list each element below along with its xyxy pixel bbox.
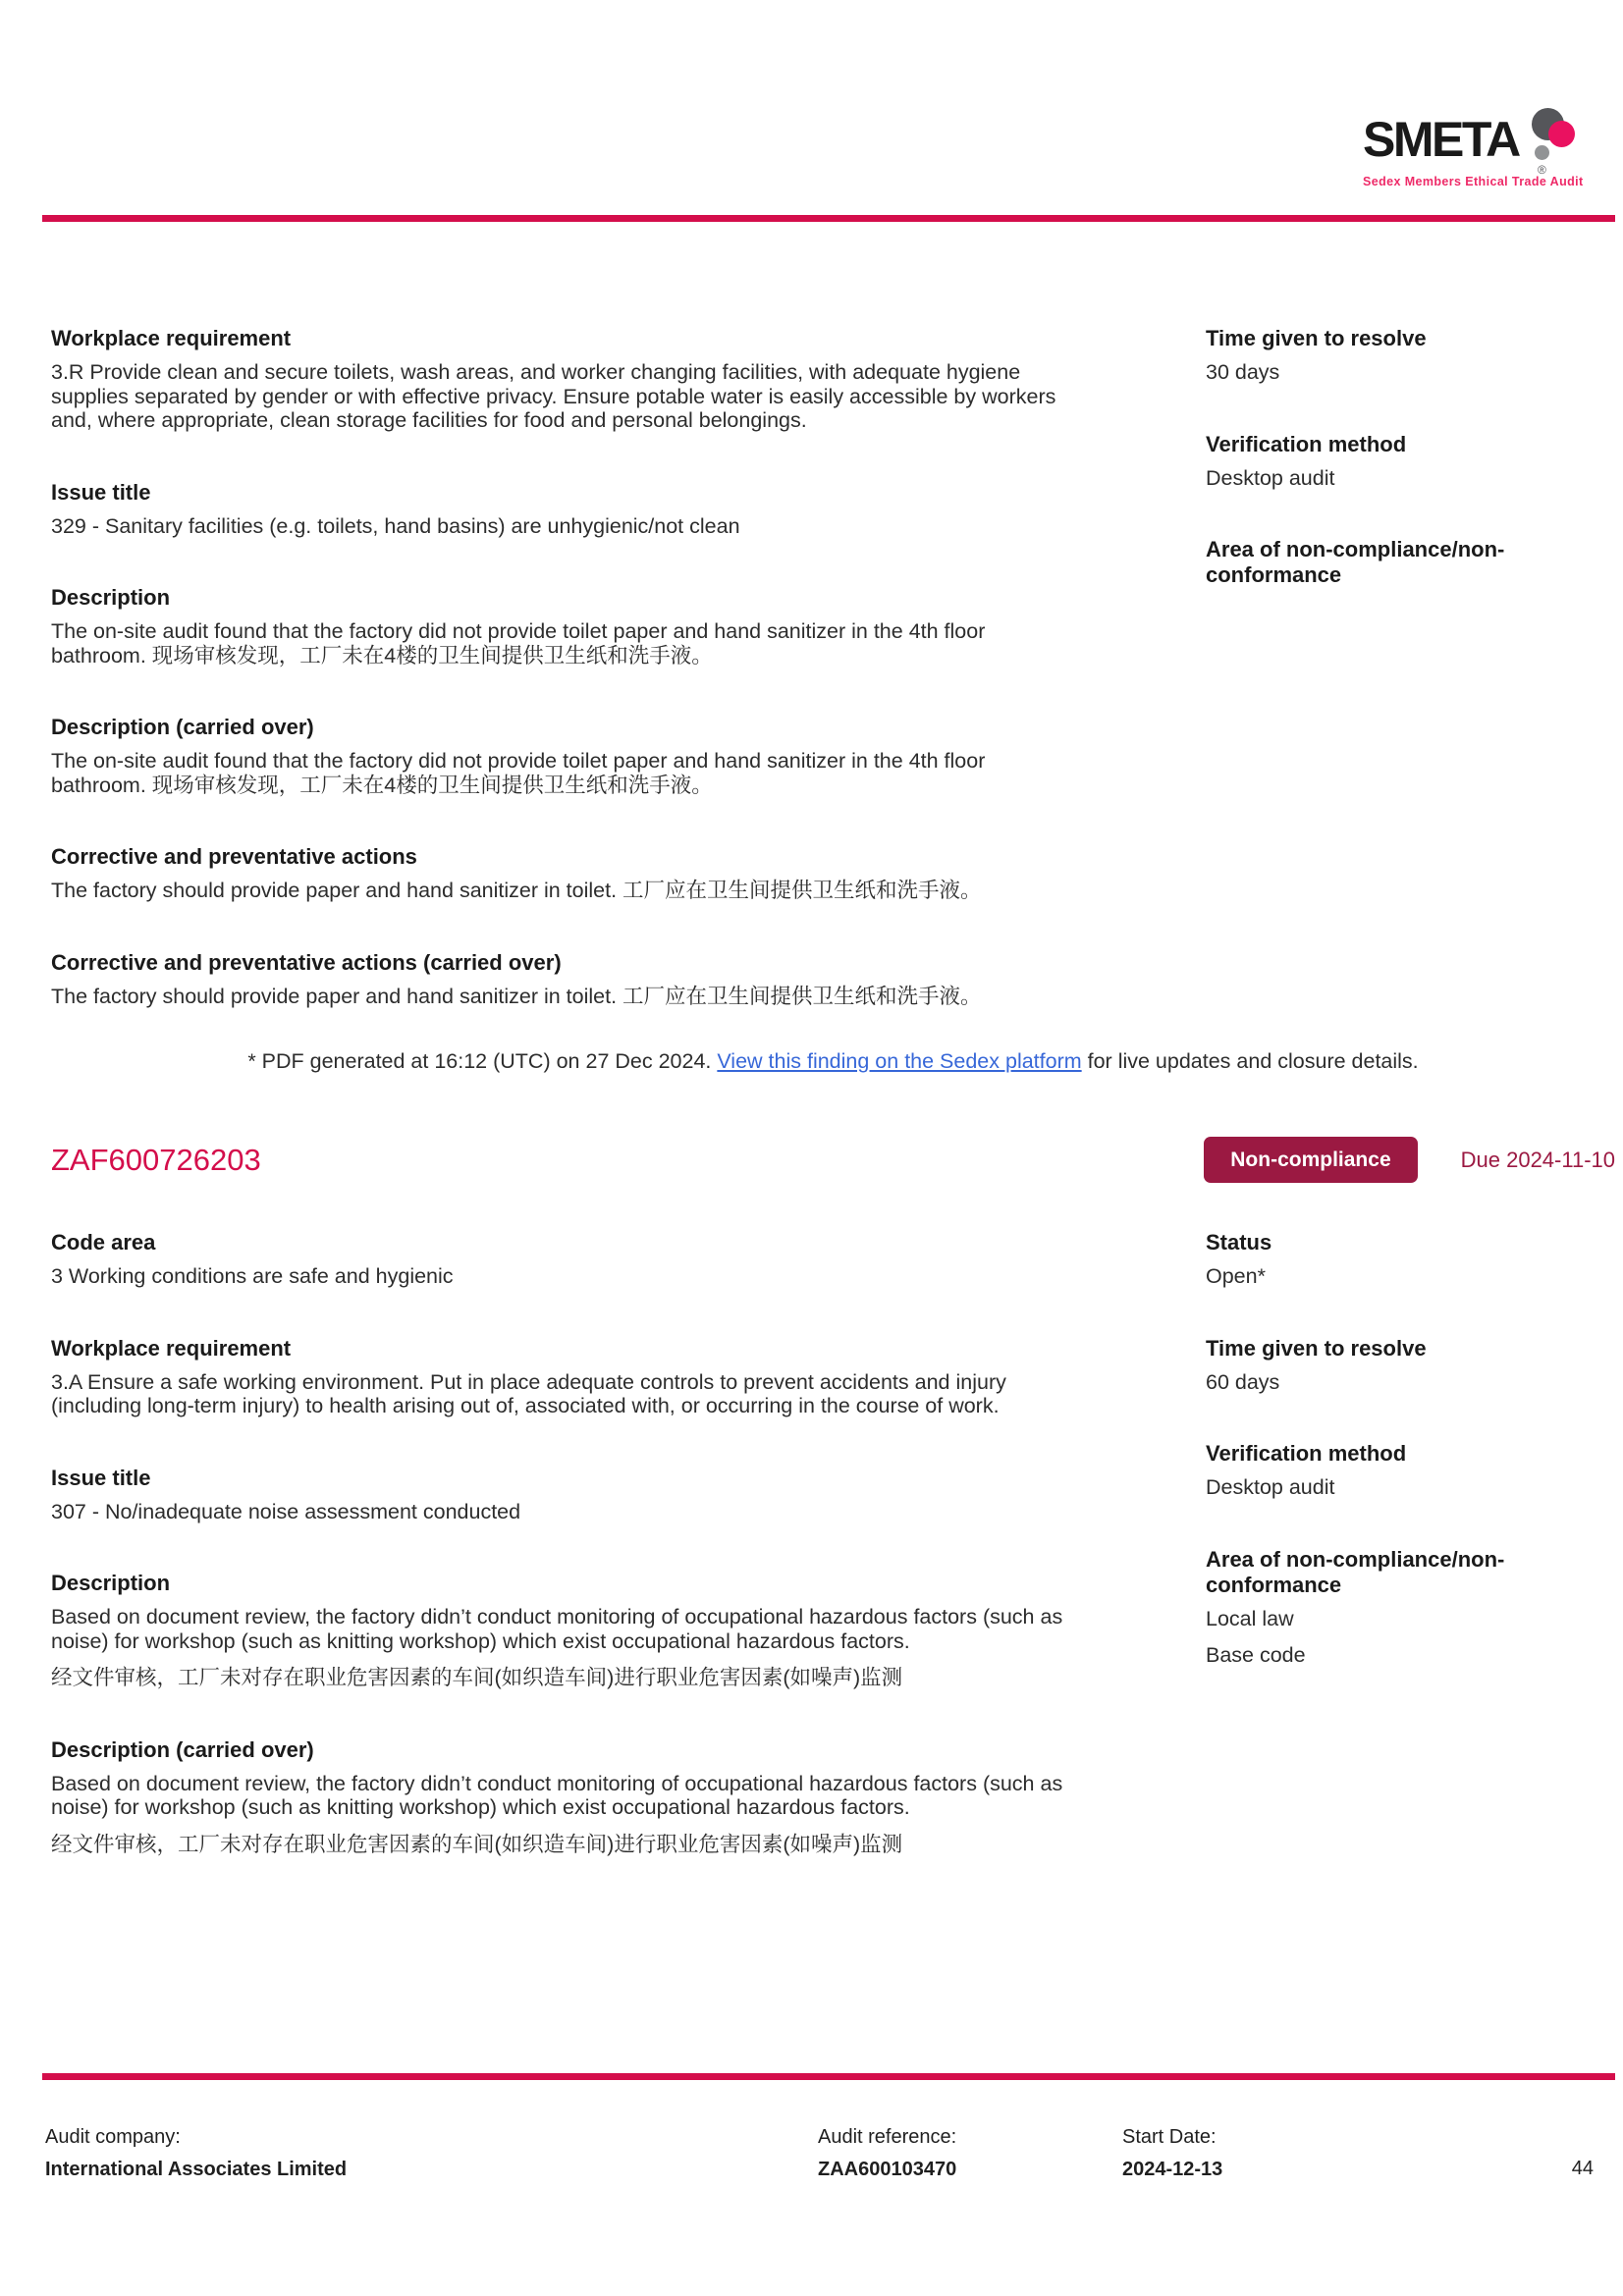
- field-value: 60 days: [1206, 1369, 1280, 1394]
- field-value: 3.R Provide clean and secure toilets, wash areas, and worker changing facilities, with adequate hygiene supplies separated by gender or with effective privacy. Ensure potable water is easily accessible by workers and, where appropriate, clean storage facilities for food and personal belongings.: [51, 360, 1056, 432]
- field-value: Open*: [1206, 1264, 1266, 1288]
- field-corrective-and-preventative-actions-carried-over: [51, 950, 1077, 1009]
- page-number: 44: [1571, 2158, 1594, 2179]
- smeta-logo: [1363, 110, 1591, 188]
- due-date-text: Due 2024-11-10: [1460, 1147, 1615, 1172]
- footer-start-date: [1122, 2125, 1222, 2181]
- field-status: [1206, 1230, 1615, 1289]
- field-value: The factory should provide paper and hand sanitizer in toilet. 工厂应在卫生间提供卫生纸和洗手液。: [51, 879, 982, 902]
- field-label: Corrective and preventative actions (carried over): [51, 949, 562, 975]
- footer-label: Audit reference:: [818, 2126, 957, 2148]
- field-value: 3.A Ensure a safe working environment. Put in place adequate controls to prevent accidents and injury (including long-term injury) to health arising out of, associated with, or occurring in the course of work.: [51, 1369, 1006, 1417]
- field-value: The on-site audit found that the factory did not provide toilet paper and hand sanitizer in the 4th floor bathroom. 现场审核发现，工厂未在4楼的卫生间提供卫生纸和洗手液。: [51, 749, 986, 797]
- field-issue-title: [51, 480, 1077, 539]
- footer-audit-company: [45, 2125, 347, 2181]
- footer-value: International Associates Limited: [45, 2159, 348, 2180]
- smeta-logo-dots: [1532, 106, 1589, 183]
- field-description: [51, 585, 1077, 667]
- field-value: 30 days: [1206, 360, 1280, 384]
- smeta-logo-wordmark: SMETA: [1363, 112, 1519, 167]
- footer-value: ZAA600103470: [818, 2159, 957, 2180]
- finding-details-left-column: [51, 326, 1077, 1008]
- field-label: Workplace requirement: [51, 1335, 292, 1361]
- page-content: [51, 326, 1615, 1856]
- finding-header-row: [51, 1137, 1615, 1183]
- finding-continuation-section: [51, 326, 1615, 1008]
- field-verification-method: [1206, 432, 1615, 491]
- footer-value: 2024-12-13: [1122, 2159, 1223, 2180]
- field-description-carried-over: [51, 1737, 1077, 1857]
- pdf-generated-footnote: [51, 1049, 1615, 1074]
- non-compliance-badge: Non-compliance: [1204, 1137, 1417, 1183]
- field-label: Description: [51, 1571, 171, 1595]
- field-value: Base code: [1206, 1643, 1306, 1667]
- field-value: The factory should provide paper and hand sanitizer in toilet. 工厂应在卫生间提供卫生纸和洗手液。: [51, 984, 982, 1008]
- sedex-platform-link[interactable]: View this finding on the Sedex platform: [717, 1049, 1082, 1073]
- registered-trademark-icon: ®: [1538, 163, 1546, 177]
- field-value: Desktop audit: [1206, 1475, 1335, 1499]
- field-label: Verification method: [1206, 1441, 1407, 1466]
- finding-detail-section: [51, 1230, 1615, 1856]
- header-divider-rule: [42, 215, 1615, 222]
- logo-dot-pink-icon: [1548, 121, 1575, 147]
- field-time-given-to-resolve: [1206, 1336, 1615, 1395]
- field-label: Issue title: [51, 479, 151, 505]
- footnote-prefix: * PDF generated at 16:12 (UTC) on 27 Dec 2024.: [247, 1049, 718, 1073]
- finding-id: ZAF600726203: [51, 1142, 261, 1177]
- field-area-of-non-compliance-non-conformance: [1206, 537, 1615, 588]
- field-description: [51, 1571, 1077, 1690]
- field-label: Area of non-compliance/non-conformance: [1206, 537, 1505, 587]
- finding-details-left-column: [51, 1230, 1077, 1856]
- smeta-logo-row: [1363, 110, 1591, 177]
- finding-details-right-column: [1206, 1230, 1615, 1856]
- field-value: 3 Working conditions are safe and hygienic: [51, 1264, 454, 1288]
- field-time-given-to-resolve: [1206, 326, 1615, 385]
- field-issue-title: [51, 1466, 1077, 1524]
- field-value: Based on document review, the factory didn’t conduct monitoring of occupational hazardous factors (such as noise) for workshop (such as knitting workshop) which exist occupational hazardous factors.: [51, 1771, 1063, 1819]
- logo-dot-gray-small-icon: [1535, 145, 1549, 160]
- field-label: Description (carried over): [51, 715, 314, 739]
- field-verification-method: [1206, 1441, 1615, 1500]
- field-value: Local law: [1206, 1606, 1294, 1630]
- field-value: Desktop audit: [1206, 465, 1335, 490]
- field-area-of-non-compliance-non-conformance: [1206, 1547, 1615, 1668]
- field-label: Area of non-compliance/non-conformance: [1206, 1546, 1505, 1597]
- field-value: 307 - No/inadequate noise assessment conducted: [51, 1499, 521, 1523]
- field-label: Time given to resolve: [1206, 1335, 1427, 1361]
- field-value: 经文件审核，工厂未对存在职业危害因素的车间(如织造车间)进行职业危害因素(如噪声)监测: [51, 1666, 903, 1689]
- field-label: Verification method: [1206, 431, 1407, 456]
- field-workplace-requirement: [51, 326, 1077, 433]
- field-value: The on-site audit found that the factory did not provide toilet paper and hand sanitizer in the 4th floor bathroom. 现场审核发现，工厂未在4楼的卫生间提供卫生纸和洗手液。: [51, 619, 986, 667]
- field-label: Description (carried over): [51, 1736, 314, 1762]
- field-description-carried-over: [51, 715, 1077, 797]
- field-label: Corrective and preventative actions: [51, 844, 417, 869]
- footer-divider-rule: [42, 2073, 1615, 2080]
- field-value: 329 - Sanitary facilities (e.g. toilets, hand basins) are unhygienic/not clean: [51, 513, 740, 538]
- finding-details-right-column: [1206, 326, 1615, 1008]
- field-corrective-and-preventative-actions: [51, 844, 1077, 903]
- field-workplace-requirement: [51, 1336, 1077, 1418]
- field-label: Status: [1206, 1230, 1272, 1255]
- smeta-logo-subtitle: Sedex Members Ethical Trade Audit: [1363, 175, 1584, 188]
- field-label: Time given to resolve: [1206, 326, 1427, 350]
- field-label: Workplace requirement: [51, 326, 292, 350]
- field-code-area: [51, 1230, 1077, 1289]
- field-label: Description: [51, 585, 171, 610]
- footnote-suffix: for live updates and closure details.: [1081, 1049, 1419, 1073]
- footer-label: Audit company:: [45, 2126, 181, 2148]
- field-value: Based on document review, the factory didn’t conduct monitoring of occupational hazardous factors (such as noise) for workshop (such as knitting workshop) which exist occupational hazardous factors.: [51, 1605, 1063, 1653]
- field-value: 经文件审核，工厂未对存在职业危害因素的车间(如织造车间)进行职业危害因素(如噪声)监测: [51, 1832, 903, 1856]
- field-label: Issue title: [51, 1465, 151, 1490]
- footer-label: Start Date:: [1122, 2126, 1217, 2148]
- field-label: Code area: [51, 1230, 156, 1255]
- footer-audit-reference: [818, 2125, 956, 2181]
